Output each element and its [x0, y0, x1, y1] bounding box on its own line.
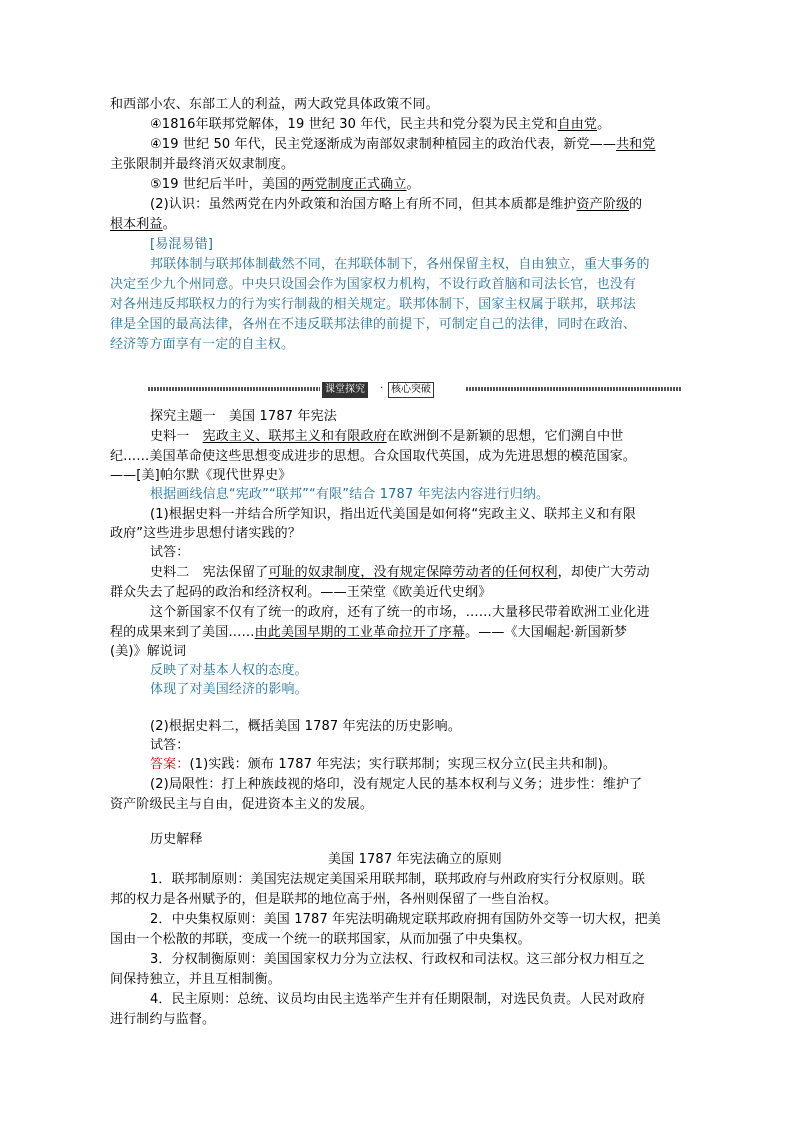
banner-right-label: 核心突破	[388, 382, 434, 398]
question-line: (2)根据史料二，概括美国 1787 年宪法的历史影响。	[150, 719, 461, 734]
material-line: 史料二 宪法保留了可耻的奴隶制度，没有规定保障劳动者的任何权利，却使广大劳动	[150, 565, 650, 580]
principle-line: 3．分权制衡原则：美国国家权力分为立法权、行政权和司法权。这三部分权力相互之	[150, 952, 645, 967]
banner-left-rule	[148, 387, 320, 391]
topic-title: 探究主题一 美国 1787 年宪法	[150, 409, 337, 424]
text-line: (2)认识：虽然两党在内外政策和治国方略上有所不同，但其本质都是维护资产阶级的	[150, 197, 643, 212]
note-line: 反映了对基本人权的态度。	[150, 663, 308, 678]
question-line: (1)根据史料一并结合所学知识，指出近代美国是如何将“宪政主义、联邦主义和有限	[150, 507, 636, 522]
principle-line: 4．民主原则：总统、议员均由民主选举产生并有任期限制，对选民负责。人民对政府	[150, 992, 645, 1007]
principle-line: 邦的权力是各州赋予的，但是联邦的地位高于州，各州则保留了一些自治权。	[110, 892, 558, 907]
question-line: 政府”这些进步思想付诸实践的？	[110, 526, 301, 541]
principle-line: 国由一个松散的邦联，变成一个统一的联邦国家，从而加强了中央集权。	[110, 932, 531, 947]
confuse-line: 对各州违反邦联权力的行为实行制裁的相关规定。联邦体制下，国家主权属于联邦，联邦法	[110, 297, 637, 312]
banner-left-label: 课堂探究	[322, 382, 368, 398]
answer-line: 资产阶级民主与自由，促进资本主义的发展。	[110, 797, 374, 812]
material-source: ——[美]帕尔默《现代世界史》	[110, 468, 292, 483]
text-line: 主张限制并最终消灭奴隶制度。	[110, 157, 295, 172]
answer-line: 答案：(1)实践：颁布 1787 年宪法；实行联邦制；实现三权分立(民主共和制)。	[150, 757, 617, 772]
section-banner	[148, 382, 682, 396]
text-line: ⑤19 世纪后半叶，美国的两党制度正式确立。	[150, 177, 420, 192]
material-line: 史料一 宪政主义、联邦主义和有限政府在欧洲倒不是新颖的思想，它们溯自中世	[150, 429, 624, 444]
material-line: 这个新国家不仅有了统一的政府，还有了统一的市场，……大量移民带着欧洲工业化进	[150, 605, 650, 620]
material-source: (美)》解说词	[110, 644, 187, 659]
material-line: 程的成果来到了美国……由此美国早期的工业革命拉开了序幕。——《大国崛起·新国新梦	[110, 625, 628, 640]
material-line: 群众失去了起码的政治和经济权利。——王荣堂《欧美近代史纲》	[110, 585, 492, 600]
hint-line: 根据画线信息“宪政”“联邦”“有限”结合 1787 年宪法内容进行归纳。	[150, 487, 550, 502]
confuse-title: [易混易错]	[150, 237, 214, 252]
banner-dot: ·	[380, 383, 384, 394]
note-line: 体现了对美国经济的影响。	[150, 682, 308, 697]
text-line: ④1816年联邦党解体，19 世纪 30 年代，民主共和党分裂为民主党和自由党。	[150, 117, 611, 132]
banner-right-rule	[466, 387, 682, 391]
section-label: 历史解释	[150, 832, 203, 847]
material-line: 纪……美国革命使这些思想变成进步的思想。合众国取代英国，成为先进思想的模范国家。	[110, 449, 637, 464]
answer-prompt: 试答：	[150, 545, 190, 560]
text-line: ④19 世纪 50 年代，民主党逐渐成为南部奴隶制种植园主的政治代表，新党——共和党	[150, 137, 656, 152]
principle-line: 进行制约与监督。	[110, 1012, 216, 1027]
answer-line: (2)局限性：打上种族歧视的烙印，没有规定人民的基本权利与义务；进步性：维护了	[150, 777, 643, 792]
confuse-line: 经济等方面享有一定的自主权。	[110, 337, 295, 352]
text-line: 根本利益。	[110, 217, 176, 232]
section-title: 美国 1787 年宪法确立的原则	[328, 852, 502, 867]
principle-line: 1．联邦制原则：美国宪法规定美国采用联邦制，联邦政府与州政府实行分权原则。联	[150, 872, 645, 887]
principle-line: 间保持独立，并且互相制衡。	[110, 972, 281, 987]
principle-line: 2．中央集权原则：美国 1787 年宪法明确规定联邦政府拥有国防外交等一切大权，把美	[150, 912, 661, 927]
confuse-line: 邦联体制与联邦体制截然不同，在邦联体制下，各州保留主权，自由独立，重大事务的	[150, 257, 650, 272]
confuse-line: 律是全国的最高法律，各州在不违反联邦法律的前提下，可制定自己的法律，同时在政治、	[110, 317, 637, 332]
answer-prompt: 试答：	[150, 738, 190, 753]
text-line: 和西部小农、东部工人的利益，两大政党具体政策不同。	[110, 97, 439, 112]
confuse-line: 决定至少九个州同意。中央只设国会作为国家权力机构，不设行政首脑和司法长官，也没有	[110, 277, 637, 292]
